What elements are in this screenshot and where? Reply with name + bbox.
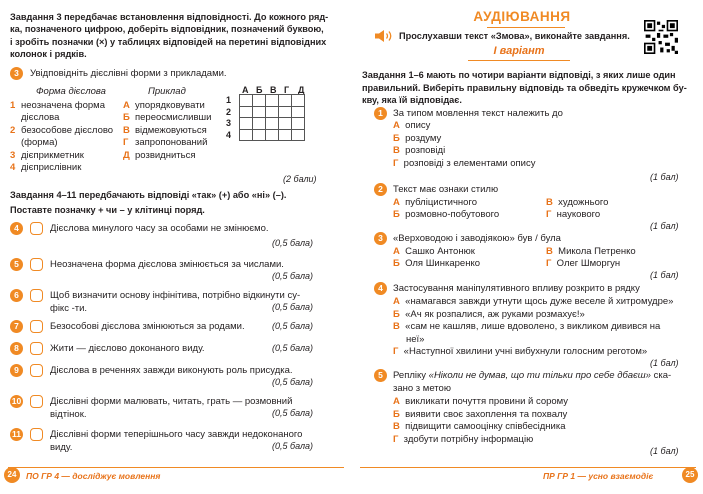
tasks-4-11-note: Поставте позначку + чи – у клітинці поряд. [10, 205, 205, 215]
grid-cell[interactable] [240, 106, 253, 118]
option[interactable]: А Сашко Антонюк [393, 246, 475, 257]
option[interactable]: Б роздуму [393, 132, 442, 144]
form-item-3: дієприкметник [21, 150, 84, 161]
task3-points: (2 бали) [283, 174, 317, 184]
footer-text: ПО ГР 4 — досліджує мовлення [26, 471, 161, 481]
question4-options: А «намагався завжди утнути щось дуже веселе й хитромудре» Б «Ач як розпалися, аж руками розмахує!» В «сам не кашляв, лише вдоволено, з викликом дивився на неї» Г «Наступної хвилини учні вибухнули голосним реготом» [393, 296, 693, 359]
task5-text: Неозначена форма дієслова змінюється за числами. [50, 259, 284, 270]
question5-options [393, 396, 568, 446]
task-number-3: 3 [10, 67, 23, 80]
option[interactable]: А опису [393, 120, 431, 131]
task-number-4: 4 [10, 222, 23, 235]
page-number: 25 [682, 467, 698, 483]
example-item-b: переосмисливши [135, 112, 212, 123]
grid-cell[interactable] [266, 106, 279, 118]
option[interactable]: В підвищити самооцінку співбесідника [393, 421, 566, 432]
grid-cell[interactable] [266, 129, 279, 141]
task5-points: (0,5 бала) [272, 271, 314, 281]
grid-cell[interactable] [253, 129, 266, 141]
answer-box-4[interactable] [30, 222, 43, 235]
option[interactable]: В художнього [546, 197, 609, 208]
option[interactable]: Б розмовно-побутового [393, 209, 500, 220]
grid-cell[interactable] [292, 95, 305, 107]
task9-points: (0,5 бала) [272, 377, 314, 387]
task9-text: Дієслова в реченнях завжди виконують роль присудка. [50, 365, 293, 376]
question-number-1: 1 [374, 107, 387, 120]
question2-text: Текст має ознаки стилю [393, 184, 499, 195]
task-number-6: 6 [10, 289, 23, 302]
variant-label: І варіант [493, 45, 545, 57]
example-item-d: запропонований [135, 137, 208, 148]
question-number-3: 3 [374, 232, 387, 245]
question-number-5: 5 [374, 369, 387, 382]
grid-cell[interactable] [279, 118, 292, 130]
answer-box-11[interactable] [30, 428, 43, 441]
task11-points: (0,5 бала) [272, 441, 314, 451]
task4-points: (0,5 бала) [272, 238, 314, 248]
option[interactable]: Г «Наступної хвилини учні вибухнули голосним реготом» [393, 346, 648, 357]
form-item-4: дієприслівник [21, 162, 82, 173]
task10-text: Дієслівні форми малювать, читать, грать — розмовний відтінок. [50, 396, 293, 420]
footer-text: ПР ГР 1 — усно взаємодіє [543, 471, 654, 481]
option[interactable]: Б Оля Шинкаренко [393, 258, 480, 269]
task6-points: (0,5 бала) [272, 302, 314, 312]
question4-text: Застосування маніпулятивного впливу розкрито в рядку [393, 283, 640, 294]
grid-cell[interactable] [279, 129, 292, 141]
grid-cell[interactable] [253, 106, 266, 118]
grid-cell[interactable] [292, 129, 305, 141]
option[interactable]: Г розповіді з елементами опису [393, 157, 536, 169]
option[interactable]: В «сам не кашляв, лише вдоволено, з викликом дивився на [393, 321, 661, 332]
task11-text: Дієслівні форми теперішнього часу завжди недоконаного виду. [50, 429, 303, 453]
grid-cell[interactable] [279, 95, 292, 107]
listen-instruction: Прослухавши текст «Змова», виконайте завдання. [399, 31, 630, 41]
tasks-1-6-instructions: Завдання 1–6 мають по чотири варіанти відповіді, з яких лише один правильний. Виберіть правильну відповідь та обведіть кружечком бу- кву, яка їй відповідає. [362, 70, 687, 105]
question4-points: (1 бал) [650, 358, 679, 368]
option[interactable]: В розповіді [393, 145, 446, 157]
tasks-4-11-instructions: Завдання 4–11 передбачають відповіді «так» (+) або «ні» (–). [10, 190, 287, 200]
question5-text: Репліку «Ніколи не думав, що ти тільки про себе дбаєш» ска- зано з метою [393, 370, 672, 394]
task-number-8: 8 [10, 342, 23, 355]
grid-cell[interactable] [240, 129, 253, 141]
task-number-10: 10 [11, 396, 22, 406]
grid-row-labels: 1 2 3 4 [226, 95, 232, 140]
question1-options [393, 120, 535, 170]
task-number-11: 11 [12, 429, 21, 439]
option[interactable]: Б виявити своє захоплення та похвалу [393, 408, 568, 420]
grid-cell[interactable] [240, 118, 253, 130]
left-page: Завдання 3 передбачає встановлення відповідності. До кожного ряд- ка, позначеного цифрою, доберіть відповідник, позначений буквою, і зробіть позначки (×) у таблицях відповідей на перетині відповідних колонок і рядків. 3 Увідповідніть дієслівні форми з прикладами. Форма дієслова Приклад 1 неозначена форма дієслова 2 безособове дієслово (форма) 3 дієприкметник 4 дієприслівник А упорядковувати Б переосмисливши В відмежовуються Г запропонований Д розвидниться А Б В Г Д 1 2 3 4 (2 бали) Завдання 4–11 передбачають відповіді «так» (+) або «ні» (–). Поставте позначку + чи – у клітинці поряд. 4 Дієслова минулого часу за особами не змінюємо. (0,5 бала) 5 Неозначена форма дієслова змінюється за числами. (0,5 бала) 6 Щоб визначити основу інфінітива, потрібно відкинути су- фікс -ти. (0,5 бала) 7 Безособові дієслова змінюються за родами. (0,5 бала) 8 Жити — дієслово доконаного виду. (0,5 бала) 9 Дієслова в реченнях завжди виконують роль присудка. (0,5 бала) 10 Дієслівні форми малювать, читать, грать — розмовний відтінок. (0,5 бала) 11 Дієслівні форми теперішнього часу завжди недоконаного виду. (0,5 бала) 24 ПО ГР 4 — досліджує мовлення [0, 0, 352, 494]
question5-points: (1 бал) [650, 446, 679, 456]
example-item-c: відмежовуються [135, 125, 207, 136]
answer-box-9[interactable] [30, 364, 43, 377]
section-title: АУДІЮВАННЯ [473, 9, 571, 24]
option[interactable]: Г наукового [546, 209, 601, 220]
right-page [352, 0, 703, 494]
question-number-2: 2 [374, 183, 387, 196]
task-number-9: 9 [10, 364, 23, 377]
question1-points: (1 бал) [650, 172, 679, 182]
answer-box-8[interactable] [30, 342, 43, 355]
option[interactable]: Б «Ач як розпалися, аж руками розмахує!» [393, 308, 585, 320]
task7-text: Безособові дієслова змінюються за родами. [50, 321, 245, 332]
grid-cell[interactable] [240, 95, 253, 107]
example-item-e: розвидниться [135, 150, 196, 161]
question-number-4: 4 [374, 282, 387, 295]
question1-text: За типом мовлення текст належить до [393, 108, 563, 119]
form-item-2: безособове дієслово (форма) [21, 125, 114, 149]
option[interactable]: А «намагався завжди утнути щось дуже веселе й хитромудре» [393, 296, 674, 307]
question2-points: (1 бал) [650, 221, 679, 231]
grid-cell[interactable] [292, 118, 305, 130]
col-header-form: Форма дієслова [36, 86, 106, 97]
option[interactable]: В Микола Петренко [546, 246, 636, 257]
title-underline [487, 27, 565, 28]
answer-box-10[interactable] [30, 395, 43, 408]
task7-points: (0,5 бала) [272, 321, 314, 331]
answer-grid[interactable] [239, 94, 305, 141]
task8-text: Жити — дієслово доконаного виду. [50, 343, 205, 354]
grid-cell[interactable] [253, 118, 266, 130]
answer-box-5[interactable] [30, 258, 43, 271]
form-item-1: неозначена форма дієслова [21, 100, 105, 124]
grid-cell[interactable] [253, 95, 266, 107]
option[interactable]: Г Олег Шморгун [546, 258, 621, 269]
task4-text: Дієслова минулого часу за особами не змінюємо. [50, 223, 269, 234]
option[interactable]: А публіцистичного [393, 197, 477, 208]
task3-instructions: Завдання 3 передбачає встановлення відповідності. До кожного ряд- ка, позначеного цифрою, доберіть відповідник, позначений буквою, і зробіть позначки (×) у таблицях відповідей на перетині відповідних колонок і рядків. [10, 12, 329, 59]
task3-text: Увідповідніть дієслівні форми з прикладами. [30, 68, 227, 79]
task6-text: Щоб визначити основу інфінітива, потрібно відкинути су- фікс -ти. [50, 290, 301, 314]
speaker-icon [374, 29, 394, 43]
grid-cell[interactable] [266, 95, 279, 107]
task-number-7: 7 [10, 320, 23, 333]
task8-points: (0,5 бала) [272, 343, 314, 353]
task-number-5: 5 [10, 258, 23, 271]
question3-points: (1 бал) [650, 270, 679, 280]
col-header-example: Приклад [148, 86, 186, 97]
option[interactable]: Г здобути потрібну інформацію [393, 433, 534, 445]
page-number: 24 [4, 467, 20, 483]
task10-points: (0,5 бала) [272, 408, 314, 418]
answer-box-6[interactable] [30, 289, 43, 302]
answer-box-7[interactable] [30, 320, 43, 333]
grid-cell[interactable] [266, 118, 279, 130]
variant-underline [468, 60, 570, 61]
grid-cell[interactable] [279, 106, 292, 118]
footer-right [360, 467, 696, 485]
example-item-a: упорядковувати [135, 100, 205, 111]
option[interactable]: А викликати почуття провини й сорому [393, 396, 569, 407]
question3-text: «Верховодою і заводіякою» був / була [393, 233, 561, 244]
footer-left [8, 467, 344, 485]
qr-code-icon[interactable] [644, 20, 678, 54]
grid-cell[interactable] [292, 106, 305, 118]
